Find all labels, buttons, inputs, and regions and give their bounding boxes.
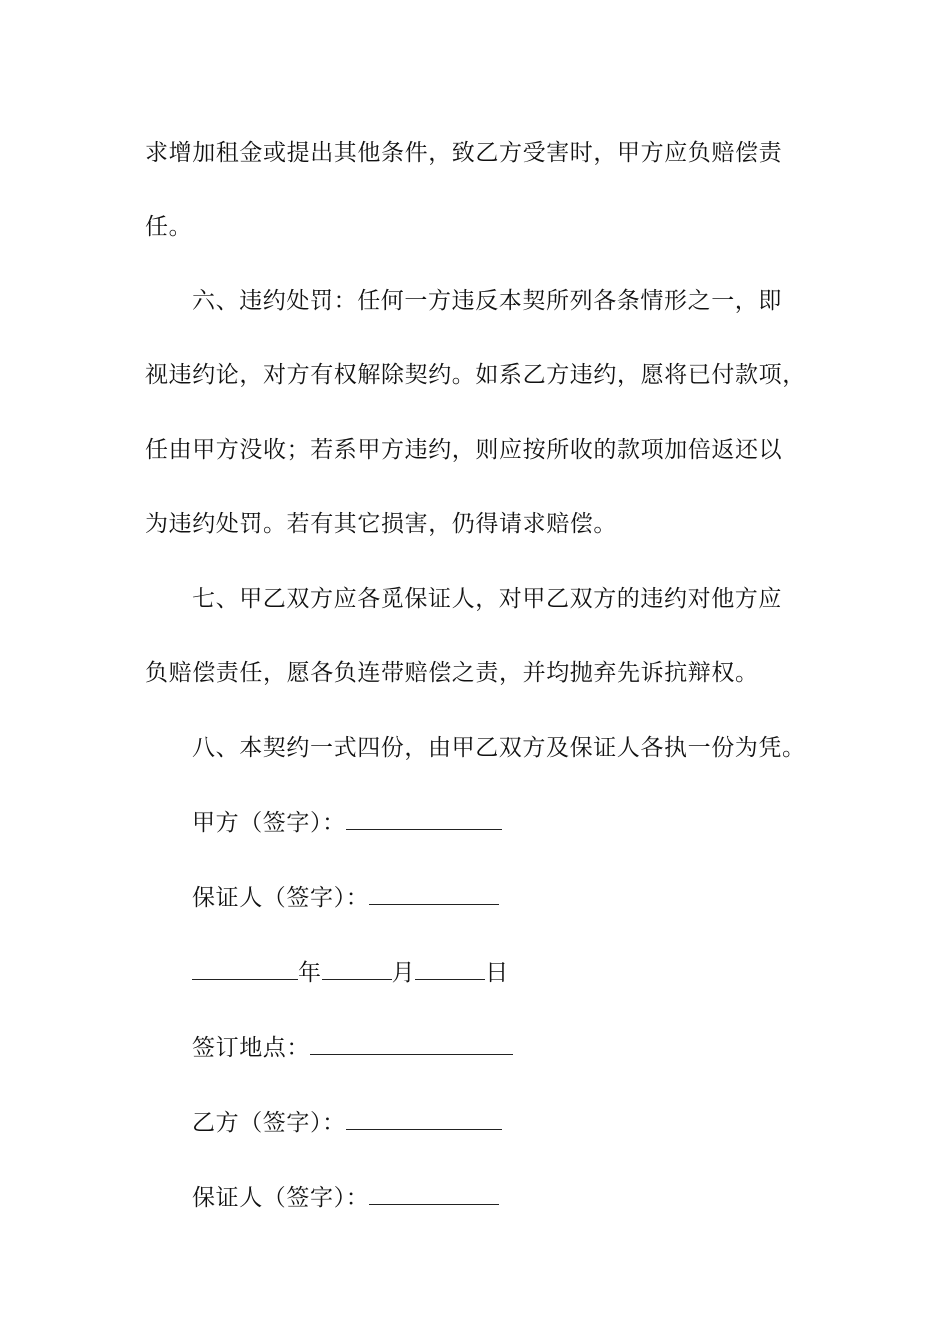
guarantor-a-signature-blank[interactable] [369, 884, 499, 905]
party-a-signature-row [192, 808, 502, 838]
signing-place-row [192, 1033, 513, 1063]
clause-6-line-3: 任由甲方没收；若系甲方违约，则应按所收的款项加倍返还以 [145, 437, 783, 463]
party-a-signature-label: 甲方（签字）： [192, 810, 346, 836]
clause-6-line-1: 六、违约处罚：任何一方违反本契所列各条情形之一，即 [192, 288, 782, 314]
party-a-signature-blank[interactable] [346, 809, 502, 830]
guarantor-a-signature-row [192, 883, 499, 913]
clause-7-line-2: 负赔偿责任，愿各负连带赔偿之责，并均抛弃先诉抗辩权。 [145, 660, 759, 686]
clause-6-line-4: 为违约处罚。若有其它损害，仍得请求赔偿。 [145, 511, 617, 537]
day-label: 日 [485, 960, 509, 986]
guarantor-b-signature-blank[interactable] [369, 1184, 499, 1205]
date-row [192, 958, 509, 988]
year-label: 年 [298, 960, 322, 986]
guarantor-b-signature-label: 保证人（签字）： [192, 1185, 370, 1211]
month-label: 月 [391, 960, 416, 986]
signing-place-label: 签订地点： [192, 1035, 310, 1061]
party-b-signature-blank[interactable] [346, 1109, 502, 1130]
signing-place-blank[interactable] [310, 1034, 513, 1055]
day-blank[interactable] [415, 959, 485, 980]
guarantor-b-signature-row [192, 1183, 499, 1213]
guarantor-a-signature-label: 保证人（签字）： [192, 885, 370, 911]
clause-6-line-2: 视违约论，对方有权解除契约。如系乙方违约，愿将已付款项， [145, 362, 806, 388]
paragraph-5-line-1: 求增加租金或提出其他条件，致乙方受害时，甲方应负赔偿责 [145, 140, 783, 166]
year-blank[interactable] [192, 959, 298, 980]
paragraph-5-line-2: 任。 [145, 214, 193, 240]
month-blank[interactable] [322, 959, 392, 980]
party-b-signature-row [192, 1108, 502, 1138]
clause-7-line-1: 七、甲乙双方应各觅保证人，对甲乙双方的违约对他方应 [192, 586, 782, 612]
party-b-signature-label: 乙方（签字）： [192, 1110, 346, 1136]
clause-8-line-1: 八、本契约一式四份，由甲乙双方及保证人各执一份为凭。 [192, 735, 806, 761]
